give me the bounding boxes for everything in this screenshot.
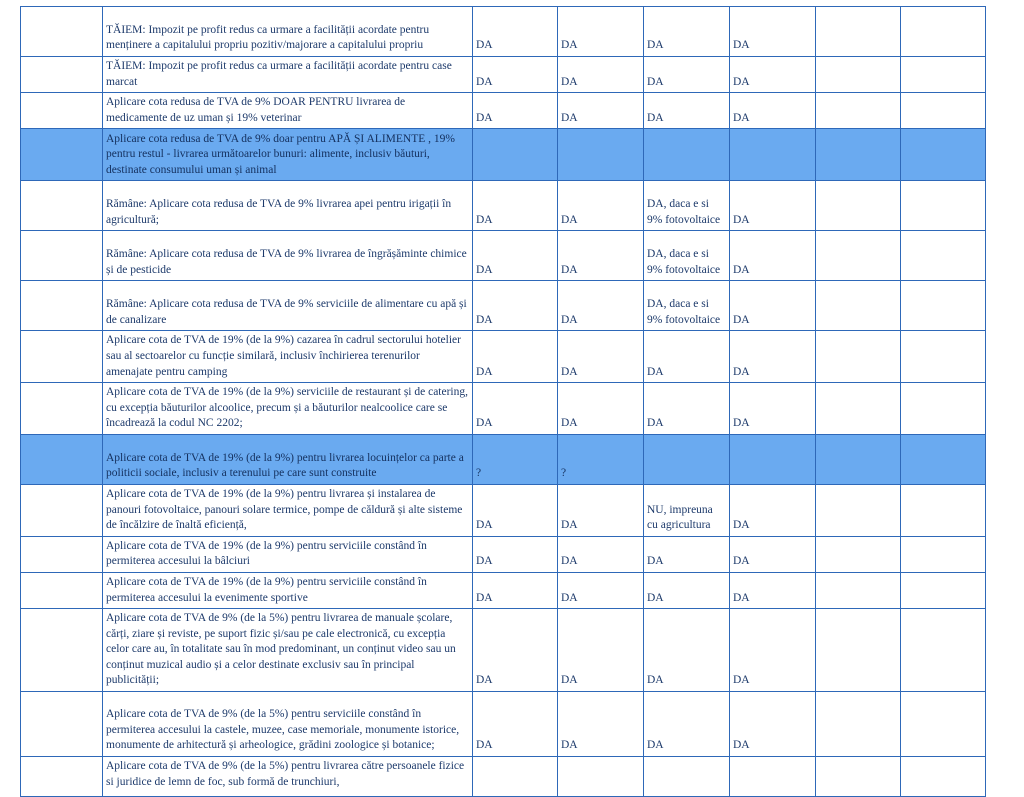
measure-description[interactable]: Aplicare cota de TVA de 19% (de la 9%) pentru livrarea locuințelor ca parte a politicii sociale, inclusiv a terenului pe care sunt construite — [103, 434, 473, 484]
value-cell-3[interactable]: DA — [644, 609, 730, 692]
value-cell-6[interactable] — [901, 572, 986, 608]
value-cell-2[interactable] — [558, 757, 644, 797]
value-cell-5[interactable] — [816, 757, 901, 797]
value-cell-6[interactable] — [901, 281, 986, 331]
measure-description[interactable]: Aplicare cota de TVA de 9% (de la 5%) pentru livrarea către persoanele fizice si juridice de lemn de foc, sub formă de trunchiuri, — [103, 757, 473, 797]
row-index-cell[interactable] — [21, 536, 103, 572]
value-cell-1[interactable]: DA — [473, 7, 558, 57]
value-cell-3[interactable]: DA, daca e si 9% fotovoltaice — [644, 281, 730, 331]
value-cell-3[interactable]: DA, daca e si 9% fotovoltaice — [644, 181, 730, 231]
table-body — [21, 7, 986, 797]
table-row — [21, 281, 986, 331]
value-cell-3[interactable]: DA — [644, 331, 730, 383]
value-cell-5[interactable] — [816, 181, 901, 231]
table-row — [21, 7, 986, 57]
value-cell-2[interactable]: DA — [558, 692, 644, 757]
value-cell-6[interactable] — [901, 231, 986, 281]
value-cell-1[interactable] — [473, 757, 558, 797]
value-cell-4[interactable]: DA — [730, 572, 816, 608]
value-cell-6[interactable] — [901, 7, 986, 57]
value-cell-6[interactable] — [901, 129, 986, 181]
value-cell-1[interactable]: DA — [473, 609, 558, 692]
table-row — [21, 129, 986, 181]
value-cell-4[interactable]: DA — [730, 281, 816, 331]
value-cell-5[interactable] — [816, 231, 901, 281]
value-cell-3[interactable]: DA — [644, 7, 730, 57]
value-cell-6[interactable] — [901, 93, 986, 129]
value-cell-5[interactable] — [816, 692, 901, 757]
value-cell-2[interactable]: DA — [558, 609, 644, 692]
table-row — [21, 536, 986, 572]
value-cell-4[interactable]: DA — [730, 231, 816, 281]
value-cell-5[interactable] — [816, 484, 901, 536]
value-cell-2[interactable]: DA — [558, 536, 644, 572]
value-cell-2[interactable]: ? — [558, 434, 644, 484]
table-row — [21, 692, 986, 757]
value-cell-3[interactable] — [644, 129, 730, 181]
measure-description[interactable]: Aplicare cota de TVA de 9% (de la 5%) pentru serviciile constând în permiterea accesului la castele, muzee, case memoriale, monumente istorice, monumente de arhitectură și arheologice, grădini zoologice și botanice; — [103, 692, 473, 757]
value-cell-1[interactable]: DA — [473, 57, 558, 93]
value-cell-2[interactable]: DA — [558, 572, 644, 608]
value-cell-4[interactable]: DA — [730, 609, 816, 692]
value-cell-5[interactable] — [816, 93, 901, 129]
value-cell-4[interactable]: DA — [730, 7, 816, 57]
value-cell-3[interactable]: DA — [644, 536, 730, 572]
measure-description[interactable]: TĂIEM: Impozit pe profit redus ca urmare a facilității acordate pentru menținere a capitalului propriu pozitiv/majorare a capitalului propriu — [103, 7, 473, 57]
value-cell-6[interactable] — [901, 484, 986, 536]
row-index-cell[interactable] — [21, 383, 103, 435]
row-index-cell[interactable] — [21, 331, 103, 383]
value-cell-4[interactable]: DA — [730, 536, 816, 572]
value-cell-3[interactable]: DA — [644, 93, 730, 129]
value-cell-3[interactable]: DA — [644, 57, 730, 93]
value-cell-1[interactable]: DA — [473, 692, 558, 757]
value-cell-3[interactable]: DA — [644, 383, 730, 435]
row-index-cell[interactable] — [21, 484, 103, 536]
value-cell-2[interactable]: DA — [558, 484, 644, 536]
value-cell-1[interactable] — [473, 129, 558, 181]
value-cell-5[interactable] — [816, 572, 901, 608]
value-cell-5[interactable] — [816, 383, 901, 435]
measure-description[interactable]: Aplicare cota de TVA de 19% (de la 9%) serviciile de restaurant și de catering, cu excepția băuturilor alcoolice, precum și a băuturilor nealcoolice care se încadrează la codul NC 2202; — [103, 383, 473, 435]
row-index-cell[interactable] — [21, 434, 103, 484]
measure-description[interactable]: Aplicare cota de TVA de 9% (de la 5%) pentru livrarea de manuale școlare, cărți, ziare și reviste, pe suport fizic și/sau pe cale electronică, cu excepția celor care au, în totalitate sau în mod predominant, un conținut video sau un conținut muzical audio și a celor destinate exclusiv sau în principal publicității; — [103, 609, 473, 692]
measure-description[interactable]: Aplicare cota de TVA de 19% (de la 9%) pentru livrarea și instalarea de panouri fotovoltaice, panouri solare termice, pompe de căldură și alte sisteme de încălzire de înaltă eficiență, — [103, 484, 473, 536]
value-cell-6[interactable] — [901, 434, 986, 484]
value-cell-5[interactable] — [816, 129, 901, 181]
value-cell-2[interactable]: DA — [558, 231, 644, 281]
value-cell-5[interactable] — [816, 331, 901, 383]
value-cell-4[interactable]: DA — [730, 692, 816, 757]
value-cell-3[interactable]: DA, daca e si 9% fotovoltaice — [644, 231, 730, 281]
table-row — [21, 434, 986, 484]
measure-description[interactable]: Aplicare cota de TVA de 19% (de la 9%) cazarea în cadrul sectorului hotelier sau al sectoarelor cu funcție similară, inclusiv închirierea terenurilor amenajate pentru camping — [103, 331, 473, 383]
value-cell-1[interactable]: DA — [473, 331, 558, 383]
value-cell-1[interactable]: DA — [473, 383, 558, 435]
value-cell-5[interactable] — [816, 434, 901, 484]
value-cell-3[interactable]: DA — [644, 692, 730, 757]
measure-description[interactable]: Aplicare cota redusa de TVA de 9% DOAR PENTRU livrarea de medicamente de uz uman și 19% veterinar — [103, 93, 473, 129]
row-index-cell[interactable] — [21, 181, 103, 231]
value-cell-4[interactable] — [730, 129, 816, 181]
measure-description[interactable]: Aplicare cota redusa de TVA de 9% doar pentru APĂ ȘI ALIMENTE , 19% pentru restul - livrarea următoarelor bunuri: alimente, inclusiv băuturi, destinate consumului uman și animal — [103, 129, 473, 181]
value-cell-6[interactable] — [901, 692, 986, 757]
row-index-cell[interactable] — [21, 231, 103, 281]
measure-description[interactable]: Rămâne: Aplicare cota redusa de TVA de 9% livrarea de îngrășăminte chimice și de pesticide — [103, 231, 473, 281]
table-row — [21, 231, 986, 281]
table-row — [21, 181, 986, 231]
value-cell-1[interactable]: DA — [473, 572, 558, 608]
table-row — [21, 383, 986, 435]
row-index-cell[interactable] — [21, 281, 103, 331]
value-cell-2[interactable]: DA — [558, 331, 644, 383]
value-cell-5[interactable] — [816, 536, 901, 572]
value-cell-2[interactable]: DA — [558, 383, 644, 435]
value-cell-2[interactable]: DA — [558, 281, 644, 331]
value-cell-6[interactable] — [901, 57, 986, 93]
value-cell-1[interactable]: ? — [473, 434, 558, 484]
value-cell-2[interactable]: DA — [558, 181, 644, 231]
table-row — [21, 331, 986, 383]
measure-description[interactable]: Aplicare cota de TVA de 19% (de la 9%) pentru serviciile constând în permiterea accesului la bâlciuri — [103, 536, 473, 572]
row-index-cell[interactable] — [21, 57, 103, 93]
value-cell-2[interactable]: DA — [558, 7, 644, 57]
measure-description[interactable]: Rămâne: Aplicare cota redusa de TVA de 9% livrarea apei pentru irigații în agricultură; — [103, 181, 473, 231]
row-index-cell[interactable] — [21, 93, 103, 129]
value-cell-5[interactable] — [816, 57, 901, 93]
value-cell-4[interactable]: DA — [730, 57, 816, 93]
value-cell-6[interactable] — [901, 181, 986, 231]
value-cell-5[interactable] — [816, 7, 901, 57]
value-cell-3[interactable] — [644, 757, 730, 797]
value-cell-1[interactable]: DA — [473, 484, 558, 536]
table-row — [21, 757, 986, 797]
value-cell-4[interactable] — [730, 434, 816, 484]
value-cell-6[interactable] — [901, 331, 986, 383]
table-row — [21, 57, 986, 93]
table-row — [21, 484, 986, 536]
value-cell-2[interactable]: DA — [558, 93, 644, 129]
value-cell-4[interactable] — [730, 757, 816, 797]
value-cell-2[interactable]: DA — [558, 57, 644, 93]
value-cell-4[interactable]: DA — [730, 181, 816, 231]
value-cell-2[interactable] — [558, 129, 644, 181]
value-cell-3[interactable]: NU, impreuna cu agricultura — [644, 484, 730, 536]
value-cell-5[interactable] — [816, 609, 901, 692]
row-index-cell[interactable] — [21, 7, 103, 57]
value-cell-1[interactable]: DA — [473, 281, 558, 331]
value-cell-3[interactable] — [644, 434, 730, 484]
value-cell-1[interactable]: DA — [473, 231, 558, 281]
table-row — [21, 609, 986, 692]
row-index-cell[interactable] — [21, 757, 103, 797]
value-cell-6[interactable] — [901, 536, 986, 572]
spreadsheet-table — [20, 6, 986, 797]
measure-description[interactable]: TĂIEM: Impozit pe profit redus ca urmare a facilității acordate pentru case marcat — [103, 57, 473, 93]
value-cell-1[interactable]: DA — [473, 536, 558, 572]
value-cell-6[interactable] — [901, 383, 986, 435]
value-cell-3[interactable]: DA — [644, 572, 730, 608]
value-cell-6[interactable] — [901, 609, 986, 692]
table-row — [21, 93, 986, 129]
value-cell-4[interactable]: DA — [730, 93, 816, 129]
table-row — [21, 572, 986, 608]
measure-description[interactable]: Aplicare cota de TVA de 19% (de la 9%) pentru serviciile constând în permiterea accesului la evenimente sportive — [103, 572, 473, 608]
value-cell-4[interactable]: DA — [730, 383, 816, 435]
value-cell-1[interactable]: DA — [473, 181, 558, 231]
row-index-cell[interactable] — [21, 572, 103, 608]
row-index-cell[interactable] — [21, 609, 103, 692]
value-cell-5[interactable] — [816, 281, 901, 331]
value-cell-1[interactable]: DA — [473, 93, 558, 129]
value-cell-4[interactable]: DA — [730, 484, 816, 536]
value-cell-4[interactable]: DA — [730, 331, 816, 383]
value-cell-6[interactable] — [901, 757, 986, 797]
measure-description[interactable]: Rămâne: Aplicare cota redusa de TVA de 9% serviciile de alimentare cu apă și de canalizare — [103, 281, 473, 331]
row-index-cell[interactable] — [21, 129, 103, 181]
row-index-cell[interactable] — [21, 692, 103, 757]
